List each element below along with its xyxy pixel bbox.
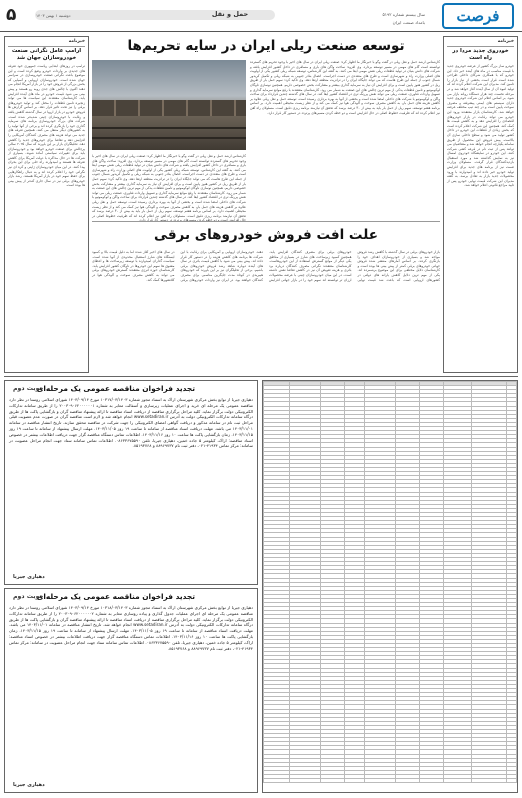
table-cell bbox=[365, 779, 395, 783]
divider bbox=[8, 46, 85, 47]
left-column-body: ترامپ در روزهای ابتدایی ریاست جمهوری خود تعرفه های جدیدی بر واردات خودرو وضع کرده است و این موضوع باعث نگرانی صنعت خودروسازی در سراسر جهان شده است. خودروسازان اروپایی و آسیایی که بخش بزرگی از فروش خود را در بازار آمریکا انجام می دهند اکنون با چالش های جدی روبه رو هستند و پیش بینی می شود قیمت خودرو در ماه های آینده افزایش یابد. کارشناسان معتقدند این سیاست ها می تواند زنجیره تامین قطعات را مختل کند و تولید خودروهای برقی را نیز تحت تاثیر قرار دهد. بر اساس گزارش ها فروش خودرو در بازار اروپا در سال گذشته کاهش یافته و رقابت با خودروسازان چینی شدیدتر شده است. شرکت های بزرگ خودروسازی برنامه های سرمایه گذاری خود را بازنگری کرده اند و برخی از آنها تولید را به کشورهای دیگر منتقل می کنند. همچنین تعرفه های جدید می تواند هزینه های مصرف کنندگان آمریکایی را افزایش دهد و تقاضا برای خودروهای جدید را کاهش دهد. تحلیلگران بازار بر این باورند که سال ۲۰۲۵ سالی پرچالش برای صنعت خودرو خواهد بود و خودروسازان باید برای تغییرات سیاستی آماده شوند. بسیاری از شرکت ها در حال مذاکره با دولت آمریکا برای کاهش تعرفه ها هستند و امیدوارند راه حلی برای این بحران پیدا کنند. در این میان خودروسازان ژاپنی و کره ای نیز نگرانی خود را اعلام کرده اند و به دنبال راهکارهایی برای حفظ سهم خود در بازار آمریکا هستند. رشد بازار خودروهای برقی نیز در سال جاری کندتر از پیش بینی ها بوده است. bbox=[8, 64, 86, 188]
listing-table-box bbox=[262, 380, 518, 793]
table-cell bbox=[506, 779, 516, 783]
left-column-headline: ارامپ عامل نگرانی صنعت خودروسازان جهان شد bbox=[11, 48, 82, 61]
section-divider bbox=[92, 221, 440, 222]
ev-article-body: بازار خودروهای برقی در سال گذشته با کاهش رشد فروش مواجه شد و بسیاری از خودروسازان اهداف خود را بازنگری کردند. بر اساس آمارهای منتشر شده فروش جهانی خودروهای برقی کمتر از پیش بینی ها بوده است و کارشناسان دلایل مختلفی برای این موضوع برشمرده اند. یکی از مهم ترین دلایل کاهش یارانه های دولتی در کشورهای اروپایی است که باعث شد قیمت نهایی خودروهای برقی برای مصرف کنندگان افزایش یابد. همچنین کمبود زیرساخت های شارژ در بسیاری از مناطق یکی دیگر از موانع گسترش استفاده از این خودروهاست. کارشناسان معتقدند نگرانی مصرف کنندگان درباره برد باتری و هزینه تعویض آن نیز در کاهش تقاضا نقش داشته است. در این میان خودروسازان چینی با عرضه محصولات ارزان تر توانسته اند سهم خود را در بازار جهانی افزایش دهند. خودروسازان اروپایی و آمریکایی برای رقابت با این شرکت ها برنامه های کاهش هزینه را در دستور کار قرار داده اند. پیش بینی می شود با کاهش قیمت باتری در سال های آینده دوباره شاهد رشد فروش خودروهای برقی باشیم. برخی از تحلیلگران نیز بر این باورند که خودروهای هیبریدی در کوتاه مدت جایگزین مناسبی برای مصرف کنندگان خواهند بود. در ایران نیز واردات خودروهای برقی در سال های اخیر آغاز شده اما به دلیل قیمت بالا و کمبود ایستگاه های شارژ استقبال محدودی از آنها شده است. سیاست گذاران امیدوارند با توسعه زیرساخت ها و اعطای مشوق ها سهم این خودروها در ناوگان کشور افزایش یابد. کارشناسان حوزه انرژی معتقدند گسترش خودروهای برقی می تواند به کاهش مصرف سوخت و آلودگی هوا در کلانشهرها کمک کند. bbox=[92, 250, 440, 282]
table-cell bbox=[444, 779, 472, 783]
right-column-headline: خودروی جدید مردا در راه است bbox=[452, 48, 509, 61]
train-wagons bbox=[92, 100, 246, 116]
page-number: ۵ bbox=[6, 5, 17, 25]
rail-article-body: کارشناس ارشد حمل و نقل ریلی در گفت وگو با خبرنگار ما اظهار کرد: صنعت ریلی ایران در سال های اخیر با وجود تحریم های گسترده توانسته است گام های مهمی در مسیر توسعه بردارد. وی افزود: ساخت واگن های باری و مسافری در داخل کشور افزایش یافته و شرکت های دانش بنیان در تولید قطعات ریلی نقش مهمی ایفا می کنند. به گفته این کارشناس، توسعه شبکه ریلی کشور یکی از اولویت های اصلی وزارت راه و شهرسازی است و طرح های متعددی در دست اجراست. اتصال بنادر جنوبی به شبکه ریلی و تکمیل کریدور شمال جنوب از جمله این طرح هاست که می تواند جایگاه ایران را در ترانزیت منطقه ارتقا دهد. وی تاکید کرد: سهم حمل بار از طریق ریل در کشور هنوز پایین است و برای افزایش آن نیاز به سرمایه گذاری بیشتر و مشارکت بخش خصوصی داریم. همچنین نوسازی ناوگان لوکوموتیو و تامین قطعات یدکی از مهم ترین چالش های این صنعت به شمار می رود. کارشناسان معتقدند با رفع موانع سرمایه گذاری و تسهیل واردات فناوری، صنعت ریلی می تواند نقش پررنگ تری در اقتصاد کشور ایفا کند. در سال های گذشته چندین قرارداد برای ساخت واگن و لوکوموتیو با شرکت های داخلی امضا شده است و بخشی از آنها به بهره برداری رسیده است. توسعه حمل و نقل ریلی علاوه بر کاهش هزینه های حمل بار، به کاهش مصرف سوخت و آلودگی هوا نیز کمک می کند و از نظر زیست محیطی اهمیت دارد. بر اساس برنامه هفتم توسعه، سهم ریل از حمل بار باید به بیش از ۳۰ درصد برسد که تحقق آن نیازمند برنامه ریزی دقیق است. مسئولان راه آهن نیز اعلام کرده اند که ظرفیت خطوط اصلی در حال افزایش است و دو خطه کردن مسیرهای پرتردد در دستور کار قرار دارد. bbox=[250, 60, 440, 115]
ad-round: نوبت دوم bbox=[13, 593, 42, 600]
table-cell bbox=[290, 779, 320, 783]
rail-article-headline: توسعه صنعت ریلی ایران در سایه تحریم‌ها bbox=[127, 38, 405, 54]
ad-footer: دهیاری جیربا bbox=[13, 574, 45, 580]
section-title: حمل و نقل bbox=[211, 10, 249, 18]
right-news-box bbox=[443, 36, 518, 373]
table-cell bbox=[320, 779, 344, 783]
ad-round: نوبت دوم bbox=[13, 385, 42, 392]
tender-ad-1 bbox=[4, 380, 258, 585]
page-divider bbox=[4, 376, 518, 377]
page-header bbox=[0, 0, 522, 32]
table-cell bbox=[395, 779, 419, 783]
rail-track bbox=[92, 127, 246, 129]
newspaper-logo: فرصت bbox=[442, 3, 514, 29]
left-news-box bbox=[4, 36, 89, 373]
rail-article-body-continued: کارشناس ارشد حمل و نقل ریلی در گفت وگو با خبرنگار ما اظهار کرد: صنعت ریلی ایران در سال های اخیر با وجود تحریم های گسترده توانسته است گام های مهمی در مسیر توسعه بردارد. وی افزود: ساخت واگن های باری و مسافری در داخل کشور افزایش یافته و شرکت های دانش بنیان در تولید قطعات ریلی نقش مهمی ایفا می کنند. به گفته این کارشناس، توسعه شبکه ریلی کشور یکی از اولویت های اصلی وزارت راه و شهرسازی است و طرح های متعددی در دست اجراست. اتصال بنادر جنوبی به شبکه ریلی و تکمیل کریدور شمال جنوب از جمله این طرح هاست که می تواند جایگاه ایران را در ترانزیت منطقه ارتقا دهد. وی تاکید کرد: سهم حمل بار از طریق ریل در کشور هنوز پایین است و برای افزایش آن نیاز به سرمایه گذاری بیشتر و مشارکت بخش خصوصی داریم. همچنین نوسازی ناوگان لوکوموتیو و تامین قطعات یدکی از مهم ترین چالش های این صنعت به شمار می رود. کارشناسان معتقدند با رفع موانع سرمایه گذاری و تسهیل واردات فناوری، صنعت ریلی می تواند نقش پررنگ تری در اقتصاد کشور ایفا کند. در سال های گذشته چندین قرارداد برای ساخت واگن و لوکوموتیو با شرکت های داخلی امضا شده است و بخشی از آنها به بهره برداری رسیده است. توسعه حمل و نقل ریلی علاوه بر کاهش هزینه های حمل بار، به کاهش مصرف سوخت و آلودگی هوا نیز کمک می کند و از نظر زیست محیطی اهمیت دارد. بر اساس برنامه هفتم توسعه، سهم ریل از حمل بار باید به بیش از ۳۰ درصد برسد که تحقق آن نیازمند برنامه ریزی دقیق است. مسئولان راه آهن نیز اعلام کرده اند که ظرفیت خطوط اصلی در bbox=[92, 154, 246, 218]
table-cell bbox=[472, 779, 506, 783]
table-cell bbox=[419, 779, 443, 783]
table-cell bbox=[264, 779, 290, 783]
listing-table bbox=[263, 381, 517, 783]
tender-ad-2 bbox=[4, 588, 258, 793]
divider bbox=[447, 46, 514, 47]
ad-title: تجدید فراخوان مناقصه عمومی یک مرحله‌ای bbox=[36, 384, 195, 393]
right-column-body: خودرو ساز بزرگ کشور از عرضه خودروی جدید با قیمت مناسب در ماه های آینده خبر داد. این خودرو که با همکاری شرکای داخلی طراحی شده است قرار است بخشی از نیاز بازار را تامین کند. مدیران این شرکت اعلام کرده اند که تولید انبوه آن از سال آینده آغاز خواهد شد و در مرحله نخست چند هزار دستگاه روانه بازار می شود. بر اساس اعلام این شرکت خودروی جدید دارای سیستم های ایمنی پیشرفته و مصرف سوخت پایین است و در چند تیپ مختلف عرضه خواهد شد. کارشناسان بازار معتقدند ورود این خودرو می تواند رقابت در بازار خودروهای اقتصادی را افزایش دهد و به کاهش قیمت ها کمک کند. همچنین این شرکت اعلام کرده است که بخش زیادی از قطعات این خودرو در داخل کشور تولید می شود و سطح داخلی سازی آن بالاست. پیش فروش این محصول از طریق سامانه یکپارچه انجام خواهد شد و متقاضیان می توانند پس از ثبت نام در قرعه کشی شرکت کنند. این خودرو در نمایشگاه خودروی امسال نیز به نمایش گذاشته شد و مورد استقبال بازدیدکنندگان قرار گرفت. مسئولان وزارت صمت نیز از برنامه های جدید برای افزایش تولید خودرو خبر داده اند و امیدوارند با ورود محصولات جدید بازار به تعادل برسد. به گفته مدیران این شرکت قیمت نهایی خودرو پس از تایید مراجع قانونی اعلام خواهد شد. bbox=[447, 64, 514, 188]
table-cell bbox=[345, 779, 365, 783]
ev-article-headline: علت افت فروش خودروهای برقی bbox=[154, 227, 378, 243]
rail-track bbox=[92, 137, 246, 139]
ad-footer: دهیاری جیربا bbox=[13, 782, 45, 788]
ad-body: دهیاری جیربا از توابع بخش مرکزی شهرستان اراک به استناد مجوز شماره ۱۰۳۱۷/۰۳/۱۴۰۳ مورخ ۱۴۰۳/۰۹/۱۴ شورای اسلامی روستا در نظر دارد مناقصه عمومی یک مرحله ای خرید و اجرای عملیات زیرسازی و آسفالت معابر به شماره ۲۰۰۳۰۹۰۶۲۰۰۰۰۰۰۱ را از طریق سامانه تدارکات الکترونیکی دولت برگزار نماید. کلیه مراحل برگزاری مناقصه از دریافت اسناد مناقصه تا ارائه پیشنهاد مناقصه گران و بازگشایی پاکت ها از طریق درگاه سامانه تدارکات الکترونیکی دولت به آدرس www.setadiran.ir انجام خواهد شد و لازم است مناقصه گران در صورت عدم عضویت قبلی مراحل ثبت نام در سامانه مذکور و دریافت گواهی امضای الکترونیکی را جهت شرکت در مناقصه محقق سازند. تاریخ انتشار مناقصه در سامانه ۱۴۰۳/۱۱/۰۱ می باشد. مهلت دریافت اسناد مناقصه از سامانه تا ساعت ۱۹ روز ۱۴۰۳/۱۱/۰۵. مهلت ارسال پیشنهاد از سامانه تا ساعت ۱۹ روز ۱۴۰۳/۱۱/۱۵. زمان بازگشایی پاکت ها ساعت ۱۰ روز ۱۴۰۳/۱۱/۱۶. اطلاعات تماس دستگاه مناقصه گزار جهت دریافت اطلاعات بیشتر در خصوص اسناد مناقصه: اراک، کیلومتر ۵ جاده خمین، دهیاری جیربا، تلفن ۰۸۶۳۳۶۷۵۵۹۰. اطلاعات تماس سامانه ستاد جهت انجام مراحل عضویت در سامانه: مرکز تماس ۴۱۹۳۴-۰۲۱، دفتر ثبت نام ۸۸۹۶۹۷۳۷ و ۸۵۱۹۳۷۶۸. bbox=[9, 397, 253, 449]
issue-date: دوشنبه ۱ بهمن ۱۴۰۳ bbox=[36, 13, 71, 18]
paper-description: بامداد صنعت ایران bbox=[392, 20, 425, 25]
train-photo bbox=[92, 60, 246, 150]
left-column-tag: خبرنامه bbox=[68, 39, 85, 44]
table-row bbox=[264, 779, 517, 783]
ad-title: تجدید فراخوان مناقصه عمومی یک مرحله‌ای bbox=[36, 592, 195, 601]
right-column-tag: خبرنامه bbox=[497, 39, 514, 44]
issue-number: سال بیستم شماره ۵۱۹۲ bbox=[382, 12, 425, 17]
ad-body: دهیاری جیربا از توابع بخش مرکزی شهرستان اراک به استناد مجوز شماره ۱۰۳۱۸/۰۳/۱۴۰۳ مورخ ۱۴۰۳/۰۹/۱۴ شورای اسلامی روستا در نظر دارد مناقصه عمومی یک مرحله ای اجرای عملیات جدول گذاری و پیاده روسازی معابر به شماره ۲۰۰۳۰۹۰۶۲۰۰۰۰۰۰۲ را از طریق سامانه تدارکات الکترونیکی دولت برگزار نماید. کلیه مراحل برگزاری مناقصه از دریافت اسناد مناقصه تا ارائه پیشنهاد مناقصه گران و بازگشایی پاکت ها از طریق درگاه سامانه تدارکات الکترونیکی دولت به آدرس www.setadiran.ir انجام خواهد شد. تاریخ انتشار مناقصه در سامانه ۱۴۰۳/۱۱/۰۱ می باشد. مهلت دریافت اسناد مناقصه از سامانه تا ساعت ۱۹ روز ۱۴۰۳/۱۱/۰۵. مهلت ارسال پیشنهاد از سامانه تا ساعت ۱۹ روز ۱۴۰۳/۱۱/۱۵. زمان بازگشایی پاکت ها ساعت ۱۰ روز ۱۴۰۳/۱۱/۱۶. اطلاعات تماس دستگاه مناقصه گزار جهت دریافت اطلاعات بیشتر در خصوص اسناد مناقصه: اراک، کیلومتر ۵ جاده خمین، دهیاری جیربا، تلفن ۰۸۶۳۳۶۷۵۵۹۰. اطلاعات تماس سامانه ستاد جهت انجام مراحل عضویت در سامانه: مرکز تماس ۴۱۹۳۴-۰۲۱، دفتر ثبت نام ۸۸۹۶۹۷۳۷ و ۸۵۱۹۳۷۶۸. bbox=[9, 605, 254, 651]
